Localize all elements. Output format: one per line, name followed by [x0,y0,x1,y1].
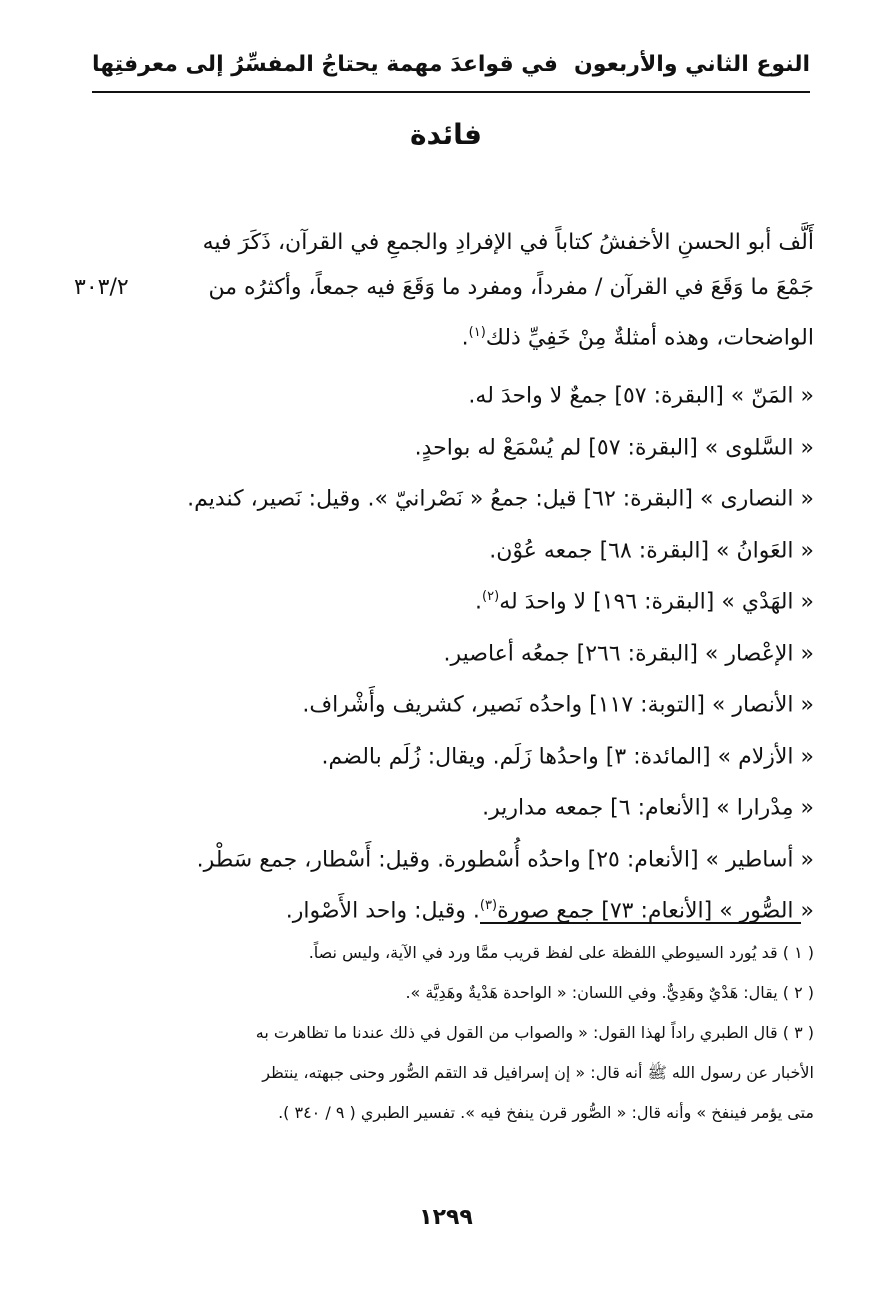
footnote-line: متى يؤمر فينفخ » وأنه قال: « الصُّور قرن ينفخ فيه ». تفسير الطبري ( ٩ / ٣٤٠ ). [278,1103,814,1122]
page-number: ١٢٩٩ [419,1205,473,1230]
paragraph-line-3 [74,310,814,355]
paragraph-line-2-text: جَمْعَ ما وَقَعَ في القرآن / مفرداً، ومفرد ما وَقَعَ فيه جمعاً، وأكثرُه من [208,275,814,300]
entry-tail: . [475,589,483,615]
footnote-ref: (١) [468,325,486,340]
entry-row [74,417,814,469]
entry-text: « السَّلوى » [البقرة: ٥٧] لم يُسْمَعْ له بواحدٍ. [414,434,814,460]
entry-text: « الأزلام » [المائدة: ٣] واحدُها زَلَم. ويقال: زُلَم بالضم. [321,743,814,769]
section-title: فائدة [409,118,483,151]
entry-row [74,726,814,778]
entry-text: « مِدْرارا » [الأنعام: ٦] جمعه مدارير. [482,795,814,821]
intro-paragraph [74,220,814,355]
entry-row [74,520,814,572]
entry-tail: . وقيل: واحد الأَصْوار. [285,898,480,924]
entry-row [74,674,814,726]
entry-text: « النصارى » [البقرة: ٦٢] قيل: جمعُ « نَصْرانيّ ». وقيل: نَصير، كنديم. [187,486,814,512]
entry-row [74,623,814,675]
entry-row [74,571,814,623]
entry-text: « الهَدْي » [البقرة: ١٩٦] لا واحدَ له [499,589,814,615]
footnote-line: ( ٢ ) يقال: هَدْيٌ وهَدِيٌّ. وفي اللسان: « الواحدة هَدْيةٌ وهَدِيَّة ». [405,983,814,1002]
word-entries [74,365,814,932]
footnotes [74,933,814,1133]
entry-text: « الأنصار » [التوبة: ١١٧] واحدُه نَصير، كشريف وأَشْراف. [302,692,814,718]
footnote-separator [480,922,801,924]
entry-row [74,829,814,881]
volume-page-reference: ٣٠٣/٢ [74,275,129,300]
paragraph-line-1: أَلَّف أبو الحسنِ الأخفشُ كتاباً في الإفرادِ والجمعِ في القرآن، ذَكَرَ فيه [202,230,814,255]
footnote-line: الأخبار عن رسول الله ﷺ أنه قال: « إن إسرافيل قد التقم الصُّور وحنى جبهته، ينتظر [262,1063,814,1082]
paragraph-line-3-end: . [461,325,469,351]
entry-text: « العَوانُ » [البقرة: ٦٨] جمعه عُوْن. [489,537,814,563]
entry-row [74,365,814,417]
footnote-line: ( ١ ) قد يُورد السيوطي اللفظة على لفظ قريب ممَّا ورد في الآية، وليس نصاً. [308,943,814,962]
running-header [92,48,810,88]
footnote-line: ( ٣ ) قال الطبري راداً لهذا القول: « والصواب من القول في ذلك عندنا ما تظاهرت به [255,1023,814,1042]
footnote-ref: (٢) [482,589,500,604]
paragraph-line-2 [74,265,814,310]
entry-row [74,777,814,829]
entry-text: « أساطير » [الأنعام: ٢٥] واحدُه أُسْطورة. وقيل: أَسْطار، جمع سَطْر. [196,846,814,872]
entry-text: « الصُّور » [الأنعام: ٧٣] جمع صورة [497,898,814,924]
entry-text: « المَنّ » [البقرة: ٥٧] جمعٌ لا واحدَ له. [468,383,814,409]
header-chapter-title: النوع الثاني والأربعون [574,52,810,77]
entry-row [74,468,814,520]
paragraph-line-3-text: الواضحات، وهذه أمثلةٌ مِنْ خَفِيِّ ذلك [485,325,814,351]
header-section-title: في قواعدَ مهمة يحتاجُ المفسِّرُ إلى معرفتِها [92,52,558,77]
footnote-ref: (٣) [479,898,498,913]
header-rule [92,91,810,93]
entry-text: « الإعْصار » [البقرة: ٢٦٦] جمعُه أعاصير. [443,640,814,666]
